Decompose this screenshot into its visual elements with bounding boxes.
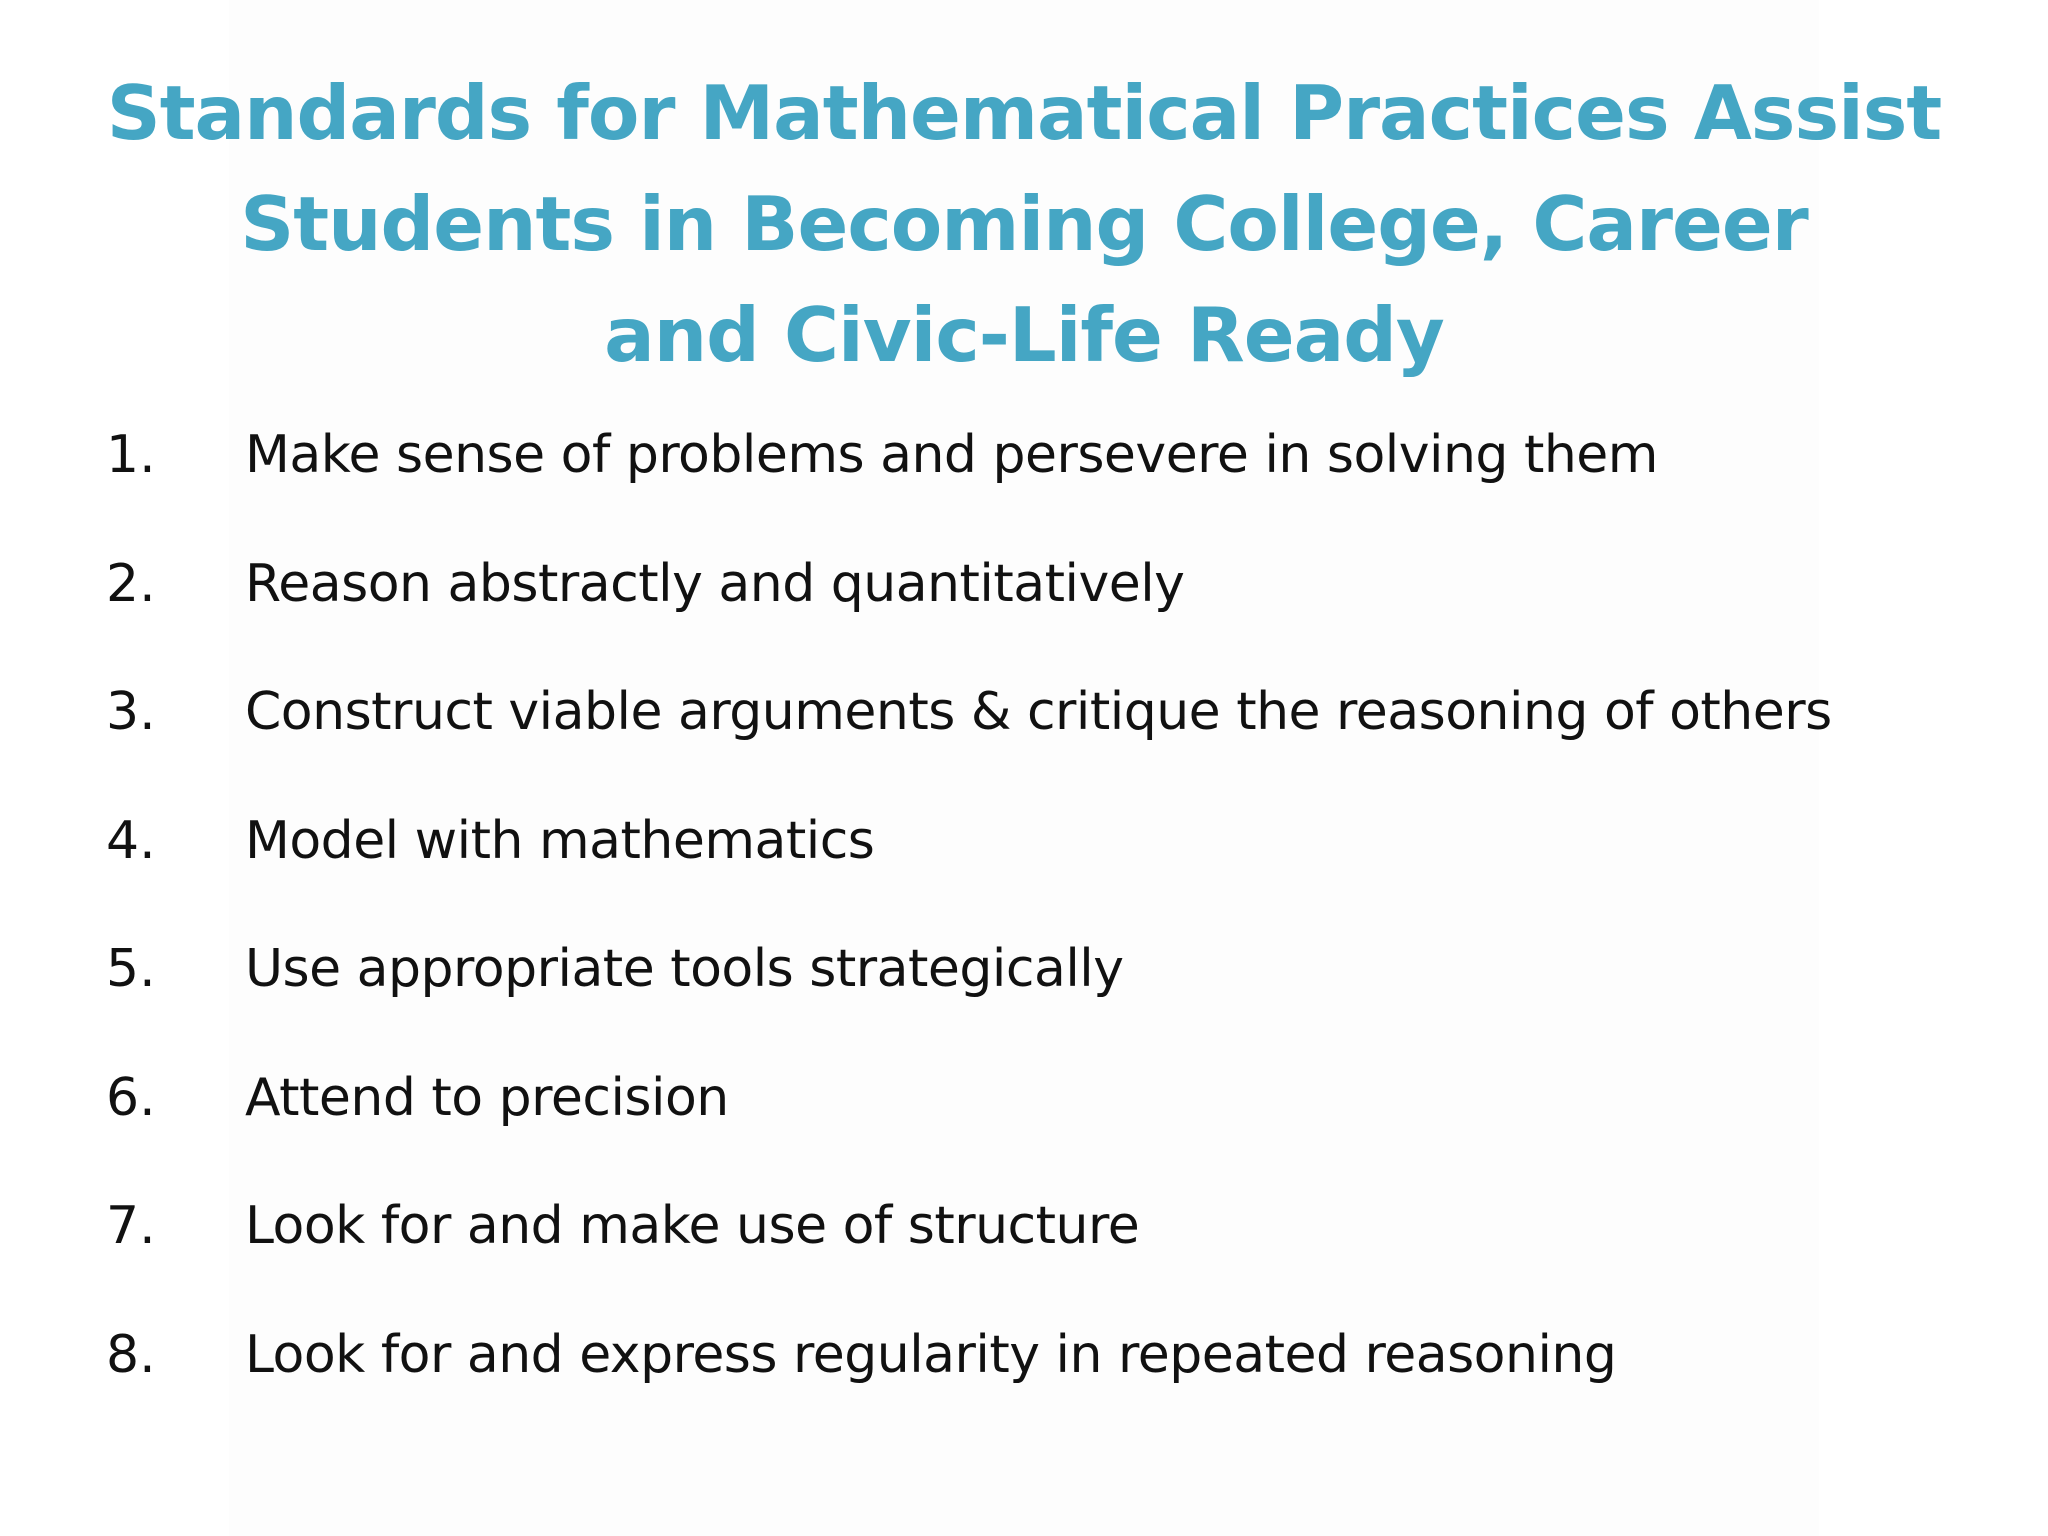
practice-number: 6.	[106, 1067, 156, 1128]
practice-number: 7.	[106, 1196, 156, 1256]
practice-number: 8.	[106, 1324, 156, 1385]
practice-text: Look for and express regularity in repeated reasoning	[245, 1324, 1617, 1385]
practice-number: 2.	[106, 553, 156, 614]
slide-title-line-2: Students in Becoming College, Career	[240, 180, 1808, 268]
practice-text: Use appropriate tools strategically	[245, 939, 1124, 999]
slide-title-line-1: Standards for Mathematical Practices Assist	[106, 69, 1942, 157]
practices-list	[0, 410, 2048, 1438]
practice-item	[0, 796, 2048, 925]
slide-title	[0, 58, 2048, 391]
slide-title-line-3: and Civic-Life Ready	[604, 291, 1444, 379]
practice-text: Model with mathematics	[245, 810, 875, 871]
practice-text: Make sense of problems and persevere in solving them	[245, 425, 1658, 485]
practice-text: Attend to precision	[245, 1067, 729, 1128]
practice-item	[0, 1053, 2048, 1182]
practice-item	[0, 410, 2048, 539]
practice-item	[0, 1181, 2048, 1310]
practice-item	[0, 924, 2048, 1053]
practice-text: Construct viable arguments & critique the reasoning of others	[245, 682, 1832, 742]
practice-item	[0, 1310, 2048, 1439]
practice-item	[0, 667, 2048, 796]
practice-text: Look for and make use of structure	[245, 1196, 1140, 1256]
practice-item	[0, 539, 2048, 668]
practice-number: 4.	[106, 810, 156, 871]
practice-number: 1.	[106, 425, 156, 485]
practice-text: Reason abstractly and quantitatively	[245, 553, 1185, 614]
practice-number: 5.	[106, 939, 156, 999]
practice-number: 3.	[106, 682, 156, 742]
